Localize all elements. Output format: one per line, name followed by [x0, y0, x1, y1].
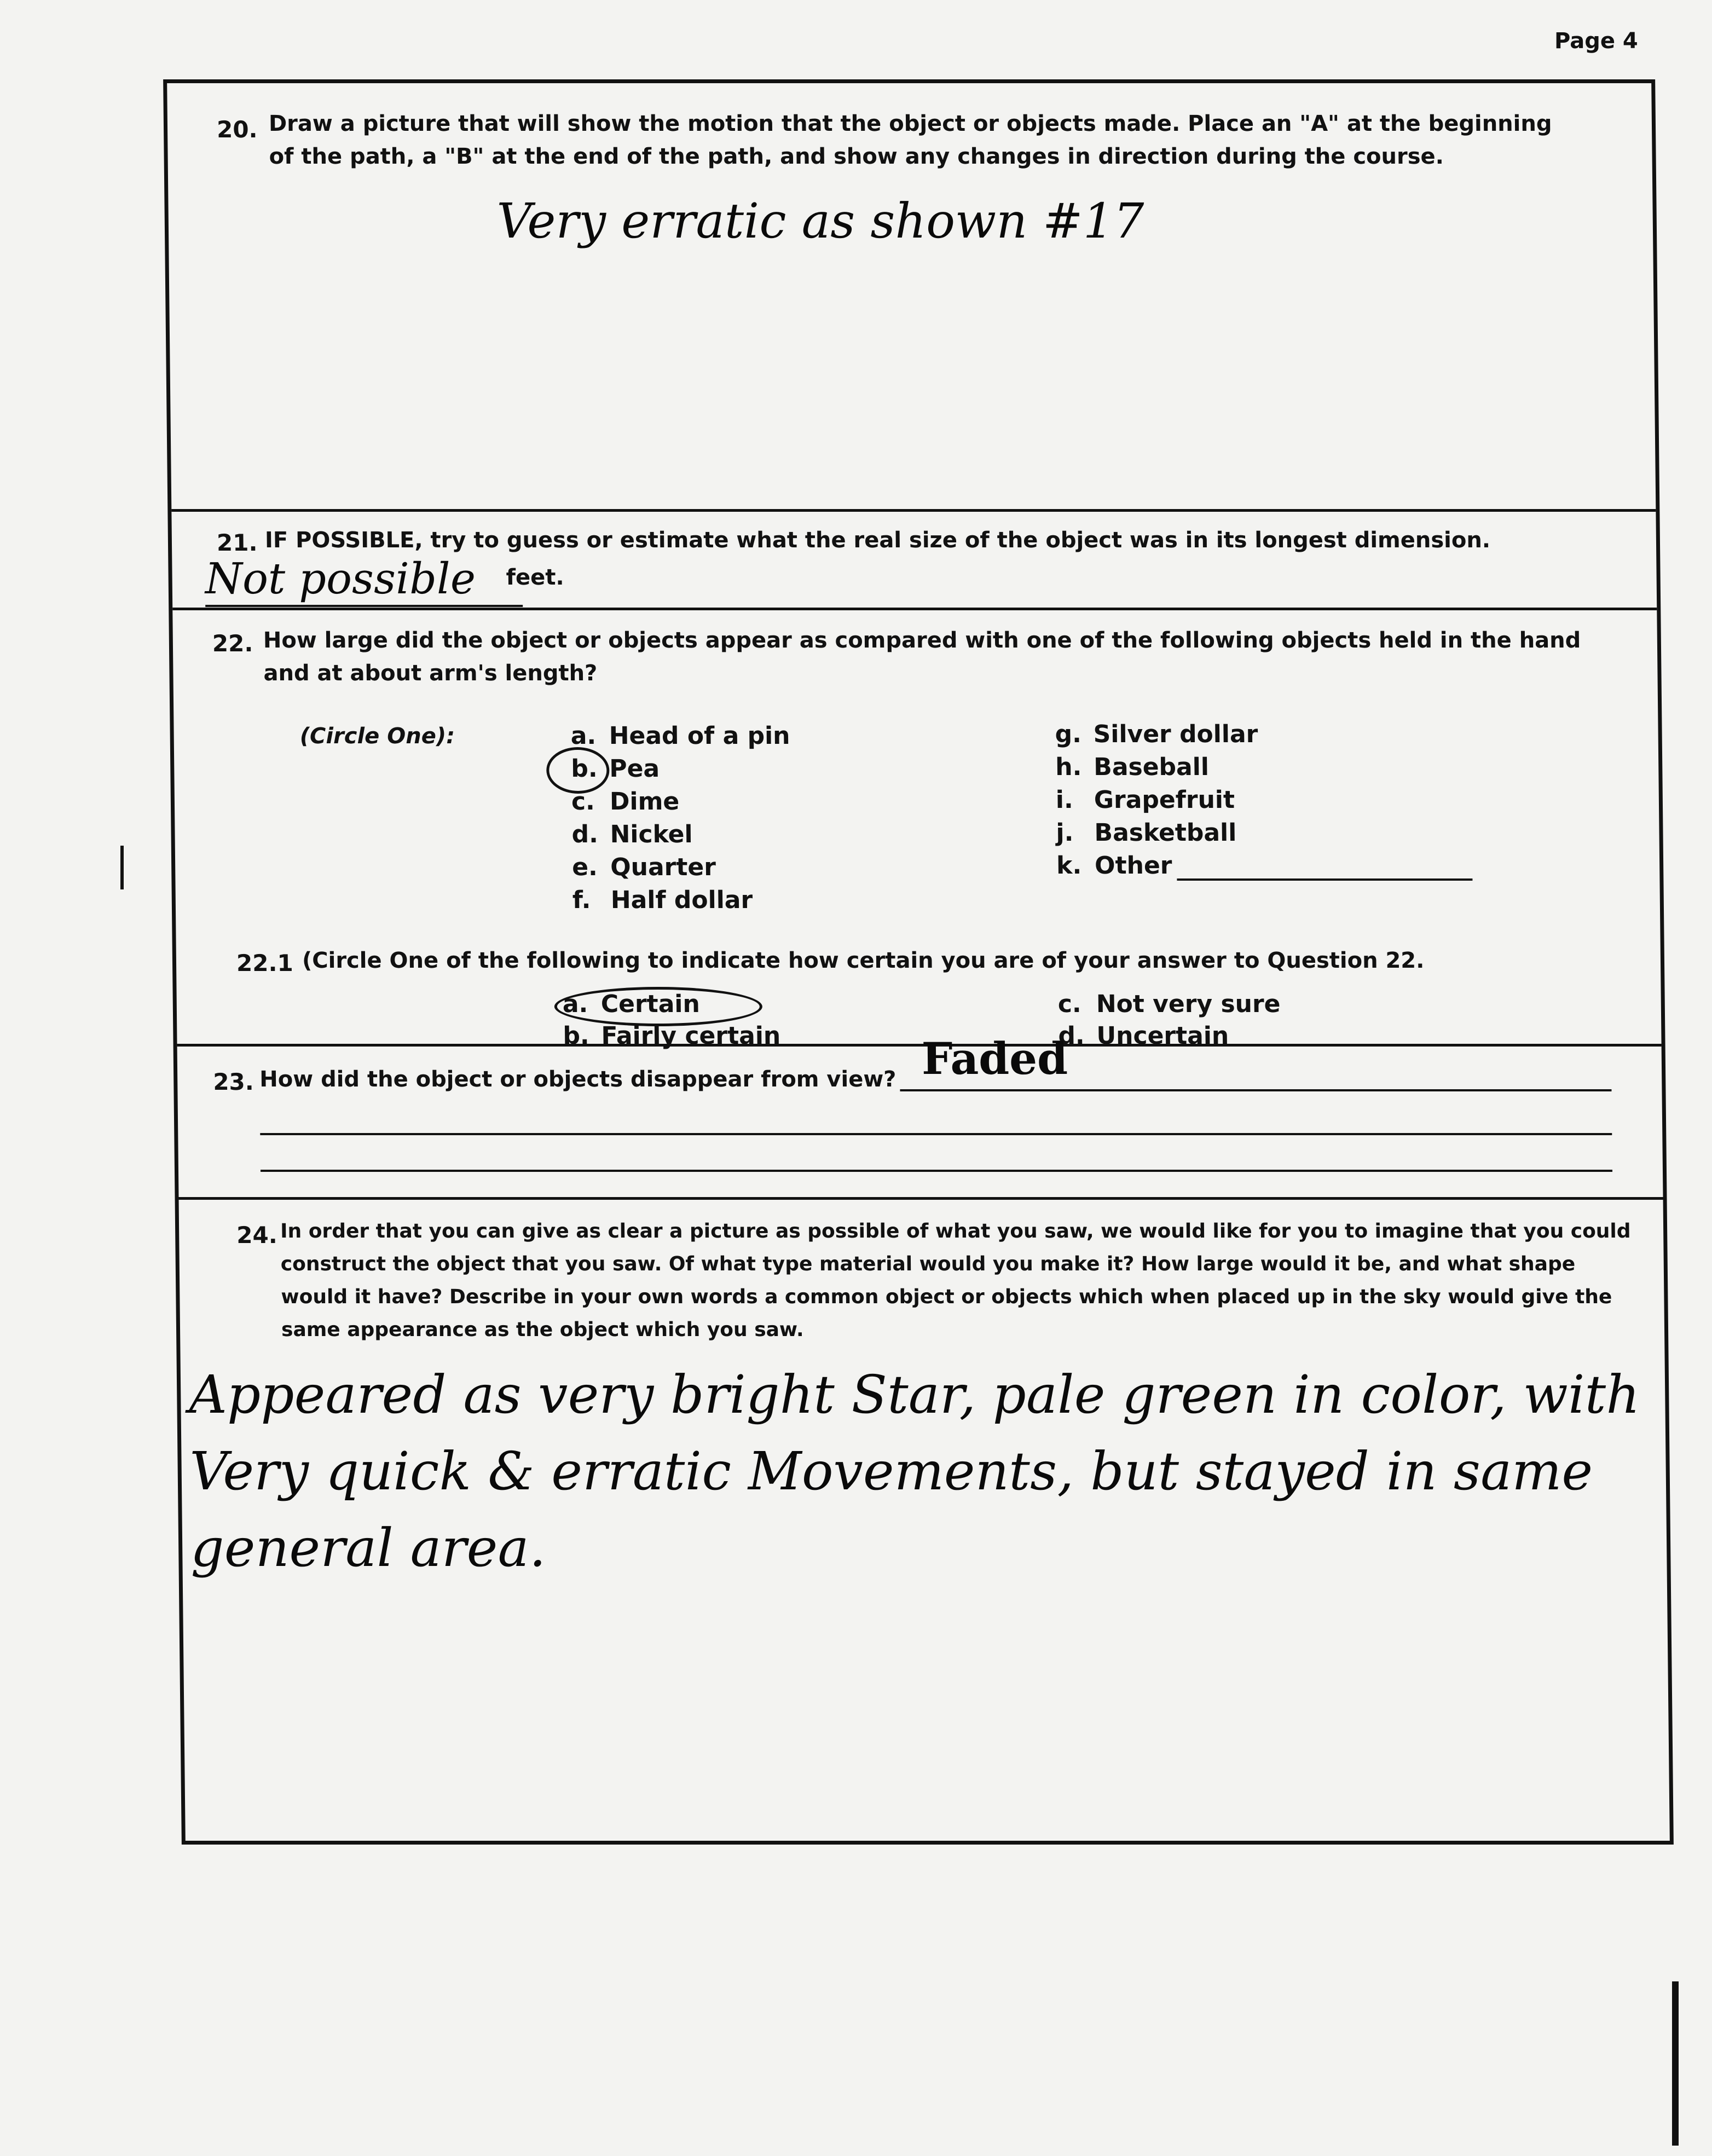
option-i[interactable]: i. Grapefruit — [1055, 786, 1235, 814]
question-text: and at about arm's length? — [263, 661, 598, 686]
question-text: (Circle One of the following to indicate how certain you are of your answer to Question 22. — [302, 948, 1425, 973]
handwritten-answer: Appeared as very bright Star, pale green in color, with — [188, 1364, 1640, 1425]
section-q21 — [171, 512, 1657, 610]
section-q24 — [179, 1200, 1670, 1846]
questionnaire-form — [163, 79, 1674, 1845]
selection-circle — [554, 987, 762, 1026]
question-text: would it have? Describe in your own words a common object or objects which when placed up in the sky would give the — [281, 1286, 1612, 1308]
option-d[interactable]: d. Nickel — [571, 820, 693, 848]
question-text: construct the object that you saw. Of what type material would you make it? How large would it be, and what shape — [280, 1253, 1576, 1275]
question-number: 22.1 — [236, 950, 293, 976]
question-number: 23. — [213, 1068, 254, 1095]
certainty-option-a[interactable]: a. Certain — [562, 990, 701, 1018]
option-g[interactable]: g. Silver dollar — [1055, 720, 1258, 748]
handwritten-answer: Not possible — [205, 554, 476, 604]
handwritten-answer: Very quick & erratic Movements, but stayed in same — [189, 1441, 1593, 1502]
section-q22 — [172, 610, 1661, 1050]
question-text: In order that you can give as clear a picture as possible of what you saw, we would like for you to imagine that you could — [280, 1220, 1631, 1242]
answer-line[interactable] — [900, 1089, 1611, 1091]
selection-circle — [546, 747, 610, 794]
handwritten-answer: general area. — [190, 1517, 546, 1579]
answer-line[interactable] — [261, 1170, 1612, 1172]
question-number: 22. — [212, 630, 253, 657]
handwritten-answer: Faded — [921, 1033, 1068, 1084]
option-c[interactable]: c. Dime — [571, 788, 680, 816]
unit-label: feet. — [506, 565, 564, 590]
scan-edge-mark — [1672, 1981, 1679, 2146]
option-k[interactable]: k. Other — [1056, 852, 1172, 880]
question-text: of the path, a "B" at the end of the path, and show any changes in direction during the course. — [269, 144, 1444, 169]
section-q20 — [167, 83, 1656, 512]
option-a[interactable]: a. Head of a pin — [570, 722, 790, 750]
option-h[interactable]: h. Baseball — [1055, 753, 1210, 781]
other-answer-line[interactable] — [1177, 878, 1472, 881]
page-number: Page 4 — [1554, 28, 1638, 54]
question-text: Draw a picture that will show the motion that the object or objects made. Place an "A" at the beginning — [268, 111, 1552, 136]
question-text: How large did the object or objects appear as compared with one of the following objects held in the hand — [263, 628, 1581, 653]
question-number: 21. — [216, 529, 258, 556]
certainty-option-d[interactable]: d. Uncertain — [1058, 1022, 1229, 1050]
handwritten-answer: Very erratic as shown #17 — [496, 193, 1145, 249]
option-j[interactable]: j. Basketball — [1056, 819, 1237, 847]
answer-underline — [205, 605, 523, 607]
circle-one-label: (Circle One): — [299, 724, 455, 749]
option-f[interactable]: f. Half dollar — [572, 886, 753, 914]
option-b[interactable]: b. Pea — [571, 755, 660, 783]
option-e[interactable]: e. Quarter — [571, 853, 716, 881]
question-text: same appearance as the object which you saw. — [281, 1319, 804, 1341]
answer-line[interactable] — [260, 1133, 1612, 1135]
certainty-option-c[interactable]: c. Not very sure — [1057, 990, 1281, 1018]
scan-edge-mark — [120, 846, 124, 889]
question-number: 24. — [236, 1222, 277, 1248]
question-text: How did the object or objects disappear from view? — [259, 1067, 897, 1092]
certainty-option-b[interactable]: b. Fairly certain — [563, 1022, 781, 1050]
question-text: IF POSSIBLE, try to guess or estimate what the real size of the object was in its longest dimension. — [264, 528, 1491, 553]
question-number: 20. — [216, 116, 258, 143]
